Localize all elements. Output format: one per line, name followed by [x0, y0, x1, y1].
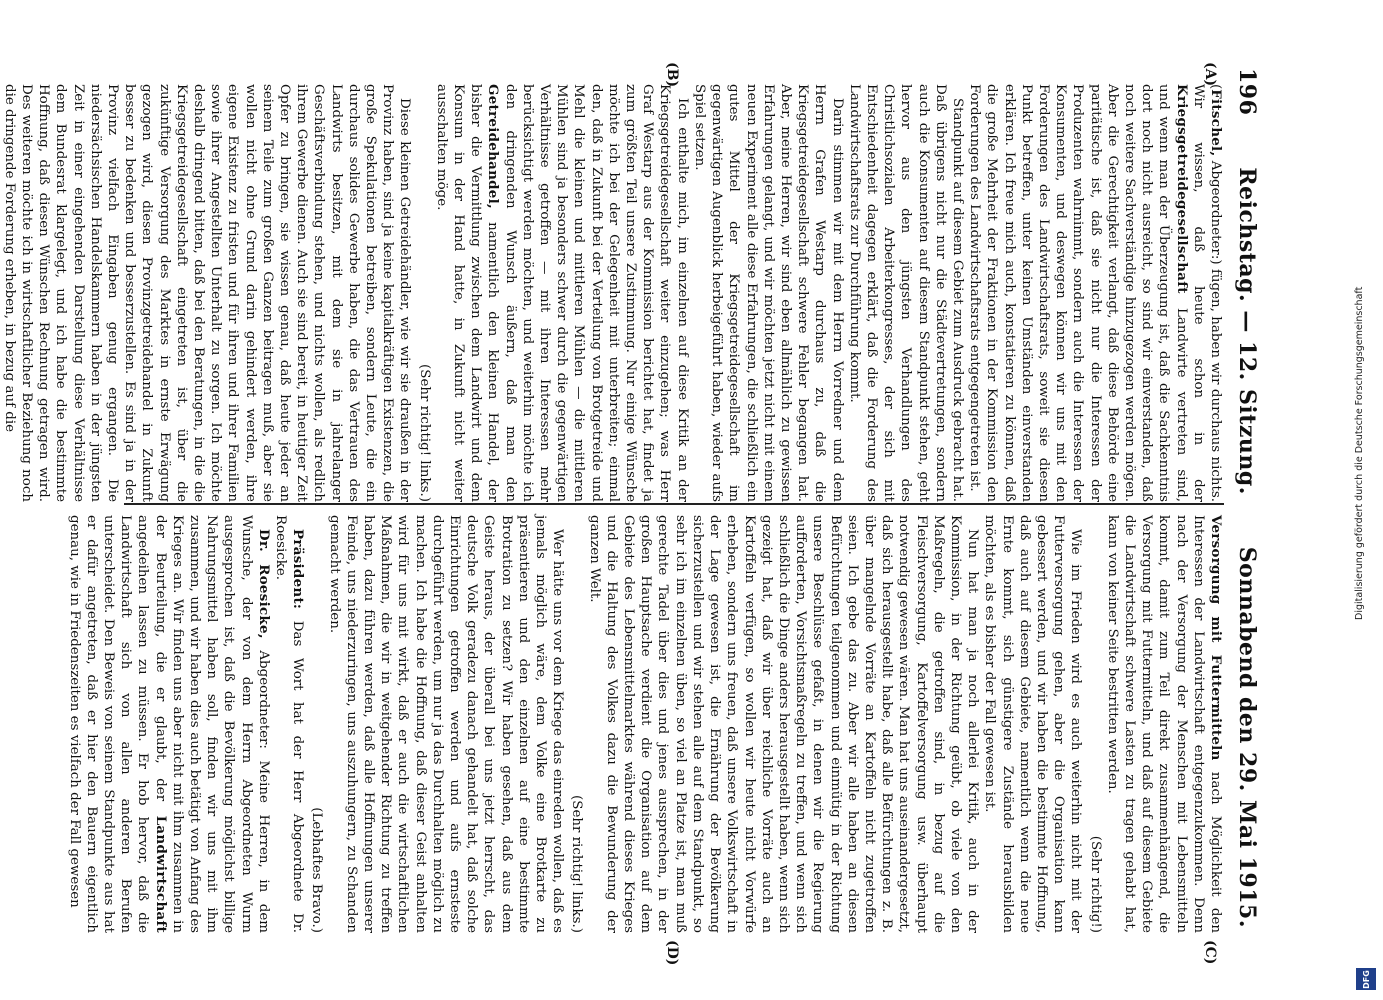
left-paragraph-4	[433, 84, 691, 502]
digitization-note: Digitalisierung gefördert durch die Deutsche Forschungsgemeinschaft	[1354, 286, 1365, 620]
right-interjection-3: (Lebhaftes Bravo.)	[309, 807, 325, 933]
president-statement	[272, 515, 306, 933]
speaker-role-roesicke: Abgeordneter:	[255, 650, 271, 749]
left-paragraph-1: (Fitschel, Abgeordneter:) fügen, haben wir durchaus nichts. Wir wissen, daß heute schon in der Kriegsgetreidegesellschaft Landwirte vertreten sind, und wenn man der Überzeugung ist, daß die Sachkenntnis dort noch nicht ausreicht, so sind wir einverstanden, daß noch weitere Sachverständige hinzugezogen werden mögen. Aber die Gerechtigkeit verlangt, daß diese Behörde eine paritätische ist, daß sie nicht nur die Interessen der Produzenten wahrnimmt, sondern auch die Interessen der Konsumenten, und deswegen können wir uns mit den Forderungen des Landwirtschaftsrats, soweit sie diesen Punkt betreffen, unter keinen Umständen einverstanden erklären. Ich freue mich auch, konstatieren zu können, daß die große Mehrheit der Fraktionen in der Kommission den Forderungen des Landwirtschaftsrats entgegengetreten ist.	[967, 84, 1224, 502]
right-interjection-1: (Sehr richtig!)	[1087, 835, 1103, 933]
left-column	[1, 84, 1224, 502]
margin-label-b: (B)	[664, 62, 680, 88]
left-paragraph-5: Diese kleinen Getreidehändler, wie wir sie draußen in der Provinz haben, sind ja keine kapitalkräftigen Existenzen, die große Spekulationen betreiben, sondern Leute, die ein durchaus solides Gewerbe haben, die das Vertrauen des Landwirts besitzen, mit dem sie in jahrelanger Geschäftsverbindung stehen, und nichts wollen, als redlich ihrem Gewerbe dienen. Auch sie sind bereit, in heutiger Zeit Opfer zu bringen, sie wissen genau, daß heute jeder an seinem Teile zum großen Ganzen beitragen muß, aber sie wollen nicht ohne Grund darin gehindert werden, ihre eigene Existenz zu fristen und für ihren und ihrer Familien sowie ihrer Angestellten Unterhalt zu sorgen. Ich möchte deshalb dringend bitten, daß bei den Beratungen, in die die Kriegsgetreidegesellschaft eingetreten ist, über die zukünftige Versorgung des Marktes in ernste Erwägung gezogen wird, diesen Provinzgetreidehandel in Zukunft besser zu bedenken und besserzustellen. Es sind ja in der Provinz vielfach Eingaben genug ergangen. Die niedersächsischen Handelskammern haben in der jüngsten Zeit in einer eingehenden Darstellung diese Verhältnisse dem Bundesrat klargelegt, und ich habe die bestimmte Hoffnung, daß diesen Wünschen Rechnung getragen wird. Des weiteren möchte ich in wirtschaftlicher Beziehung noch die dringende Forderung erheben, in bezug auf die	[1, 84, 413, 502]
page-number: 196	[1234, 68, 1260, 116]
speaker-name-roesicke: Dr. Roesicke,	[255, 529, 272, 639]
left-p1-text: fügen, haben wir durchaus nichts. Wir wissen, daß heute schon in der	[1190, 84, 1223, 502]
president-text: Das Wort hat der Herr Abgeordnete Dr. Roesicke.	[273, 515, 306, 933]
right-paragraph-4: Wer hätte uns vor dem Kriege das einreden wollen, daß es jemals möglich wäre, dem Volke eine Brotkarte zu präsentieren und den einzelnen auf eine bestimmte Brotration zu setzen? Wir haben gesehen, daß aus dem Geiste heraus, der überall bei uns jetzt herrscht, das deutsche Volk geradezu danach gehandelt hat, daß solche Einrichtungen getroffen werden und aufs ernsteste durchgeführt werden, um nur ja das Durchhalten möglich zu machen. Ich habe die Hoffnung, daß dieser Geist anhalten wird für uns mit wirkt, daß er auch die wirtschaftlichen Maßnahmen, die wir in weitgehender Richtung zu treffen haben, dazu führen werden, daß alle Hoffnungen unserer Feinde, uns niederzuringen, uns auszuhungern, zu Schanden gemacht werden.	[326, 515, 566, 933]
left-p4-text: Ich enthalte mich, im einzelnen auf diese Kritik an der Kriegsgetreidegesellschaft weiter einzugehen; was Herr Graf Westarp aus der Kommission berichtet hat, findet ja zum größten Teil unsere Zustimmung. Nur einige Wünsche möchte ich bei der Gelegenheit mit unterbreiten; einmal den, daß in Zukunft bei der Verteilung von Brotgetreide und Mehl die kleinen und mittleren Mühlen — die mittleren Mühlen sind ja besonders schwer durch die gegenwärtigen Verhältnisse getroffen — mit ihren Interessen mehr berücksichtigt werden möchten, und weiterhin möchte ich den dringenden Wunsch äußern, daß man den	[502, 84, 690, 502]
left-p1-rest: Landwirte vertreten sind, und wenn man der Überzeugung ist, daß die Sachkenntnis dort noch nicht ausreicht, so sind wir einverstanden, daß noch weitere Sachverständige hinzugezogen werden mögen. Aber die Gerechtigkeit verlangt, daß diese Behörde eine paritätische ist, daß sie nicht nur die Interessen der Produzenten wahrnimmt, sondern auch die Interessen der Konsumenten, und deswegen können wir uns mit den Forderungen des Landwirtschaftsrats, soweit sie diesen Punkt betreffen, unter keinen Umständen einverstanden erklären. Ich freue mich auch, konstatieren zu können, daß die große Mehrheit der Fraktionen in der Kommission den Forderungen des Landwirtschaftsrats entgegengetreten ist.	[967, 84, 1189, 502]
right-p5-text: Meine Herren, in dem Wunsche, der von dem Herrn Abgeordneten Wurm ausgesprochen ist, daß die Bevölkerung möglichst billige Nahrungsmittel haben soll, finden wir uns mit ihm zusammen, und wir haben dies auch betätigt von Anfang des Krieges an. Wir finden uns aber nicht mit ihm zusammen in der Beurteilung, die er glaubt, der	[152, 515, 271, 933]
left-paragraph-2: Standpunkt auf diesem Gebiet zum Ausdruck gebracht hat. Daß übrigens nicht nur die Städtevertretungen, sondern auch die Konsumenten auf diesem Standpunkt stehen, geht hervor aus den jüngsten Verhandlungen des Christlichsozialen Arbeiterkongresses, der sich mit Entschiedenheit dagegen erklärt, daß die Forderung des Landwirtschaftsrats zur Durchführung kommt.	[846, 84, 965, 502]
page-date: Sonnabend den 29. Mai 1915.	[1234, 546, 1260, 928]
margin-label-a: (A)	[1202, 62, 1218, 87]
column-divider	[124, 503, 1224, 505]
right-paragraph-1	[1104, 515, 1224, 933]
margin-label-d: (D)	[664, 940, 680, 966]
right-p5-rest: angedeihen lassen zu müssen. Er hob hervor, daß die Landwirtschaft sich von allen anderen Berufen unterscheidet. Den Beweis von seinem Standpunkte aus hat er dafür angetreten, daß er hier den Bauern eigentlich genau, wie in Friedenszeiten es vielfach der Fall gewesen	[66, 515, 151, 933]
left-p4-bold: Getreidehandel,	[485, 84, 502, 209]
speaker-role: Abgeordneter:	[1208, 160, 1223, 260]
president-label: Präsident:	[290, 529, 307, 610]
right-paragraph-5	[65, 515, 271, 933]
speaker-name-fitschel: Fitschel,	[1208, 89, 1224, 157]
right-paragraph-2: Wie im Frieden wird es auch weiterhin nicht mit der Futterversorgung gehen, aber die Organisation kann gebessert werden, und wir haben die bestimmte Hoffnung, daß auch auf diesem Gebiete, namentlich wenn die neue Ernte kommt, sich günstigere Zustände herausbilden möchten, als es bisher der Fall gewesen ist.	[982, 515, 1084, 933]
right-p1-bold: Versorgung mit Futtermitteln	[1208, 515, 1224, 761]
dfg-logo-text: DFG	[1361, 969, 1371, 989]
margin-label-c: (C)	[1202, 940, 1218, 965]
page-header	[1232, 68, 1262, 928]
left-interjection-1: (Sehr richtig! links.)	[416, 364, 432, 502]
dfg-logo	[1356, 968, 1376, 990]
right-p5-bold: Landwirtschaft	[152, 815, 169, 934]
left-p4-rest: namentlich den kleinen Handel, der bisher die Vermittlung zwischen dem Landwirt und dem Konsum in der Hand hatte, in Zukunft nicht weiter ausschalten möge.	[433, 84, 501, 502]
left-paragraph-3: Darin stimmen wir mit dem Herrn Vorredner und dem Herrn Grafen Westarp durchaus zu, daß die Kriegsgetreidegesellschaft schwere Fehler begangen hat. Aber, meine Herren, wir sind eben allmählich zu gewissen Erfahrungen gelangt, und wir möchten jetzt nicht mit einem neuen Experiment alle diese Erfahrungen, die schließlich ein gutes Mittel der Kriegsgetreidegesellschaft im gegenwärtigen Augenblick herbeigeführt haben, wieder aufs Spiel setzen.	[691, 84, 845, 502]
right-p1-rest: nach Möglichkeit den Interessen der Landwirtschaft entgegenzukommen. Denn nach der Versorgung der Menschen mit Lebensmitteln kommt, damit zum Teil direkt zusammenhängend, die Versorgung mit Futtermitteln, und daß auf diesem Gebiete die Landwirtschaft schwere Lasten zu tragen gehabt hat, kann von keiner Seite bestritten werden.	[1104, 515, 1223, 933]
running-title: Reichstag. — 12. Sitzung.	[1234, 167, 1260, 495]
left-p1-bold: Kriegsgetreidegesellschaft	[1173, 84, 1190, 294]
rotated-document-page	[1, 0, 1320, 1000]
right-paragraph-3: Nun hat man ja noch allerlei Kritik, auch in der Kommission, in der Richtung geübt, ob viele von den Maßregeln, die getroffen sind, in bezug auf die Fleischversorgung, Kartoffelversorgung usw. überhaupt notwendig gewesen wären. Man hat uns auseinandergesetzt, daß sich herausgestellt habe, daß alle Befürchtungen z. B. über mangelnde Vorräte an Kartoffeln nicht zugetroffen seien. Ich gebe das zu. Aber wir alle haben an diesen Befürchtungen teilgenommen und einmütig in der Richtung unsere Beschlüsse gefaßt, in denen wir die Regierung aufforderten, Vorsichtsmaßregeln zu treffen, und wenn sich schließlich die Dinge anders herausgestellt haben, wenn sich gezeigt hat, daß wir über reichliche Vorräte auch an Kartoffeln verfügen, so wollen wir heute nicht Vorwürfe erheben, sondern uns freuen, daß unsere Volkswirtschaft in der Lage gewesen ist, die Ernährung der Bevölkerung sicherzustellen und wir stehen alle auf dem Standpunkt, so sehr ich im einzelnen üben, so viel an Platze ist, man muß gerechte Tadel über dies und jenes aussprechen, in der großen Hauptsache verdient die Organisation auf dem Gebiete des Lebensmittelmarktes während dieses Krieges und die Haltung des Volkes dazu die Bewunderung der ganzen Welt.	[586, 515, 981, 933]
right-column	[65, 515, 1224, 933]
right-interjection-2: (Sehr richtig! links.)	[569, 795, 585, 933]
